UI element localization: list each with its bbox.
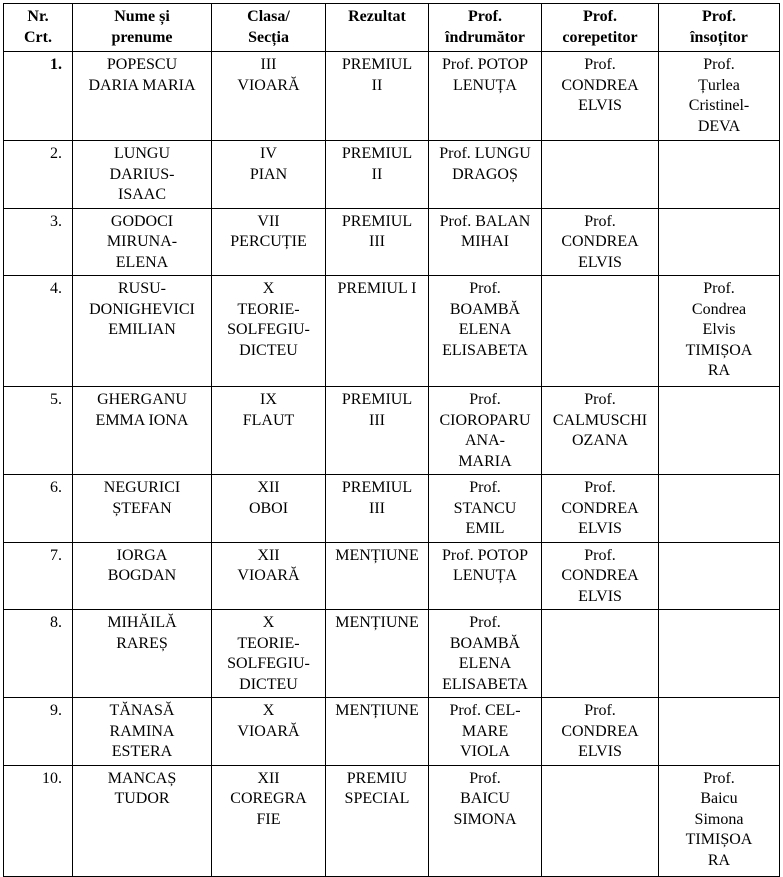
cell-line: LENUȚA — [453, 76, 517, 94]
cell-line: VIOARĂ — [237, 567, 300, 584]
escort-cell — [659, 387, 780, 475]
student-name-cell — [73, 765, 212, 876]
cell-line: DEVA — [697, 117, 741, 135]
escort-header — [659, 4, 780, 52]
cell-line: Prof. LUNGU — [439, 145, 531, 162]
class-section-cell — [212, 141, 326, 209]
cell-line: Prof. POTOP — [442, 56, 528, 73]
cell-line: DONIGHEVICI — [89, 300, 195, 318]
cell-line: ȘTEFAN — [112, 499, 172, 517]
cell-line: BOAMBĂ — [449, 300, 521, 318]
teacher-cell — [429, 542, 542, 610]
class-section-cell — [212, 52, 326, 141]
cell-line: III — [369, 499, 385, 517]
escort-cell — [659, 52, 780, 141]
result-cell — [326, 610, 429, 698]
accompanist-cell — [542, 208, 659, 276]
accompanist-cell — [542, 141, 659, 209]
cell-line: X — [262, 280, 275, 297]
table-row — [4, 698, 780, 766]
escort-cell — [659, 208, 780, 276]
accompanist-cell — [542, 52, 659, 141]
cell-line: ELENA — [115, 253, 169, 271]
cell-line: VIOARĂ — [237, 76, 300, 94]
cell-line: TĂNASĂ — [109, 702, 175, 719]
table-body — [4, 52, 780, 877]
cell-line: RUSU- — [117, 280, 166, 297]
table-header-row — [4, 4, 780, 52]
cell-line: Prof. — [584, 212, 616, 230]
cell-line: PERCUȚIE — [230, 233, 307, 250]
cell-line: LUNGU — [114, 145, 170, 162]
teacher-cell — [429, 475, 542, 543]
cell-line: EMMA IONA — [95, 411, 189, 429]
class-section-cell — [212, 542, 326, 610]
cell-line: PIAN — [249, 165, 288, 183]
cell-line: Prof. POTOP — [442, 546, 528, 564]
cell-line: MENȚIUNE — [335, 702, 419, 719]
cell-line: Prof. BALAN — [439, 212, 531, 230]
cell-line: NEGURICI — [103, 479, 181, 496]
cell-line: MENȚIUNE — [335, 614, 419, 631]
cell-line: PREMIUL — [341, 212, 413, 230]
cell-line: Prof. — [469, 391, 501, 408]
student-name-cell — [73, 208, 212, 276]
result-cell — [326, 387, 429, 475]
cell-line: POPESCU — [106, 56, 178, 73]
row-number-cell: 9. — [4, 698, 73, 766]
cell-line: Elvis — [702, 321, 736, 338]
teacher-cell — [429, 610, 542, 698]
cell-line: SOLFEGIU- — [227, 321, 310, 338]
cell-line: CIOROPARU — [439, 411, 531, 429]
cell-line: MANCAȘ — [107, 769, 177, 787]
table-row — [4, 276, 780, 387]
cell-line: FIE — [256, 810, 281, 828]
escort-cell — [659, 765, 780, 876]
result-cell — [326, 276, 429, 387]
header-line: însoțitor — [690, 28, 748, 46]
cell-line: SPECIAL — [344, 790, 410, 807]
cell-line: XII — [257, 546, 280, 564]
cell-line: RA — [707, 362, 731, 379]
cell-line: LENUȚA — [453, 567, 517, 584]
cell-line: COREGRA — [230, 790, 307, 807]
row-number-cell: 2. — [4, 141, 73, 209]
cell-line: IV — [260, 145, 277, 162]
header-line: Nr. — [27, 8, 49, 25]
cell-line: XII — [257, 769, 280, 787]
class-section-cell — [212, 698, 326, 766]
table-row — [4, 542, 780, 610]
escort-cell — [659, 610, 780, 698]
accompanist-cell — [542, 387, 659, 475]
cell-line: TEORIE- — [237, 300, 300, 318]
cell-line: ANA- — [465, 432, 505, 449]
accompanist-cell — [542, 765, 659, 876]
cell-line: MIHAI — [461, 233, 509, 250]
cell-line: ELISABETA — [442, 341, 528, 359]
cell-line: Prof. — [584, 702, 616, 719]
cell-line: CALMUSCHI — [552, 411, 648, 429]
class-section-cell — [212, 208, 326, 276]
cell-line: FLAUT — [242, 411, 295, 429]
table-row — [4, 208, 780, 276]
cell-line: Prof. — [703, 280, 735, 297]
cell-line: Prof. — [584, 546, 616, 564]
teacher-cell — [429, 276, 542, 387]
cell-line: XII — [257, 479, 280, 496]
row-number-cell: 10. — [4, 765, 73, 876]
cell-line: DICTEU — [239, 675, 298, 693]
cell-line: VIOLA — [460, 743, 510, 760]
cell-line: BOGDAN — [107, 567, 177, 584]
cell-line: III — [369, 411, 385, 429]
cell-line: CONDREA — [561, 499, 639, 517]
cell-line: Baicu — [700, 790, 738, 807]
cell-line: III — [369, 233, 385, 250]
cell-line: STANCU — [453, 499, 517, 517]
row-number-cell: 6. — [4, 475, 73, 543]
cell-line: Prof. — [584, 391, 616, 408]
cell-line: CONDREA — [561, 233, 639, 250]
cell-line: Prof. — [469, 479, 501, 496]
table-row — [4, 387, 780, 475]
escort-cell — [659, 276, 780, 387]
student-name-cell — [73, 698, 212, 766]
result-cell — [326, 141, 429, 209]
cell-line: EMIL — [465, 520, 505, 537]
teacher-cell — [429, 52, 542, 141]
cell-line: TEORIE- — [237, 634, 300, 652]
cell-line: TUDOR — [114, 790, 170, 807]
teacher-cell — [429, 387, 542, 475]
teacher-cell — [429, 698, 542, 766]
cell-line: GHERGANU — [97, 391, 187, 408]
cell-line: ELVIS — [578, 253, 622, 271]
header-line: corepetitor — [562, 28, 638, 46]
cell-line: PREMIUL — [341, 145, 413, 162]
teacher-cell — [429, 141, 542, 209]
cell-line: Țurlea — [698, 76, 740, 94]
cell-line: GODOCI — [110, 212, 174, 230]
class-section-cell — [212, 276, 326, 387]
accompanist-cell — [542, 610, 659, 698]
header-line: Crt. — [24, 28, 52, 46]
result-cell — [326, 542, 429, 610]
cell-line: IORGA — [116, 546, 168, 564]
result-cell — [326, 475, 429, 543]
student-name-cell — [73, 141, 212, 209]
header-line: îndrumător — [445, 28, 525, 46]
cell-line: CONDREA — [561, 76, 639, 94]
cell-line: ELENA — [458, 321, 512, 338]
teacher-header — [429, 4, 542, 52]
name-header — [73, 4, 212, 52]
cell-line: ISAAC — [117, 186, 166, 203]
header-line: Nume și — [114, 8, 170, 25]
cell-line: II — [371, 76, 383, 94]
cell-line: PREMIUL I — [337, 280, 417, 297]
cell-line: Prof. — [469, 280, 501, 297]
results-table — [3, 3, 780, 877]
accompanist-cell — [542, 698, 659, 766]
accompanist-cell — [542, 475, 659, 543]
cell-line: ELVIS — [578, 520, 622, 537]
student-name-cell — [73, 542, 212, 610]
accompanist-cell — [542, 542, 659, 610]
result-cell — [326, 208, 429, 276]
header-line: Rezultat — [348, 8, 406, 25]
cell-line: PREMIUL — [341, 479, 413, 496]
cell-line: Cristinel- — [688, 97, 750, 114]
student-name-cell — [73, 52, 212, 141]
cell-line: Prof. — [469, 769, 501, 787]
cell-line: VIOARĂ — [237, 722, 300, 740]
table-row — [4, 141, 780, 209]
escort-cell — [659, 475, 780, 543]
cell-line: CONDREA — [561, 722, 639, 740]
cell-line: MIRUNA- — [106, 233, 178, 250]
header-line: Prof. — [468, 8, 502, 25]
teacher-cell — [429, 765, 542, 876]
teacher-cell — [429, 208, 542, 276]
result-cell — [326, 698, 429, 766]
cell-line: II — [371, 165, 383, 183]
cell-line: DRAGOȘ — [452, 165, 518, 183]
result-header — [326, 4, 429, 52]
cell-line: X — [262, 614, 275, 631]
header-line: Prof. — [702, 8, 736, 25]
cell-line: MARIA — [458, 452, 512, 470]
cell-line: MARE — [461, 722, 509, 740]
cell-line: DARIA MARIA — [88, 76, 196, 94]
row-number-cell: 7. — [4, 542, 73, 610]
class-section-cell — [212, 765, 326, 876]
cell-line: Prof. — [703, 769, 735, 787]
nr-header — [4, 4, 73, 52]
class-section-cell — [212, 387, 326, 475]
escort-cell — [659, 698, 780, 766]
student-name-cell — [73, 610, 212, 698]
header-line: Clasa/ — [247, 8, 290, 25]
result-cell — [326, 765, 429, 876]
class-header — [212, 4, 326, 52]
cell-line: PREMIU — [346, 769, 408, 787]
header-line: prenume — [111, 28, 173, 46]
cell-line: ELVIS — [578, 97, 622, 114]
student-name-cell — [73, 475, 212, 543]
row-number-cell: 1. — [4, 52, 73, 141]
result-cell — [326, 52, 429, 141]
cell-line: SOLFEGIU- — [227, 655, 310, 672]
cell-line: Prof. — [469, 614, 501, 631]
cell-line: ELISABETA — [442, 675, 528, 693]
cell-line: III — [260, 56, 277, 73]
table-row — [4, 52, 780, 141]
row-number-cell: 4. — [4, 276, 73, 387]
row-number-cell: 8. — [4, 610, 73, 698]
cell-line: RAREȘ — [116, 634, 168, 652]
table-row — [4, 765, 780, 876]
cell-line: Prof. — [703, 56, 735, 73]
cell-line: VII — [257, 212, 280, 230]
header-line: Prof. — [583, 8, 617, 25]
cell-line: Prof. CEL- — [449, 702, 521, 719]
cell-line: Condrea — [691, 300, 747, 318]
cell-line: SIMONA — [453, 810, 517, 828]
cell-line: OZANA — [572, 432, 628, 449]
row-number-cell: 3. — [4, 208, 73, 276]
escort-cell — [659, 542, 780, 610]
table-row — [4, 475, 780, 543]
cell-line: IX — [260, 391, 277, 408]
class-section-cell — [212, 610, 326, 698]
student-name-cell — [73, 387, 212, 475]
cell-line: TIMIȘOA — [685, 341, 753, 359]
cell-line: RA — [707, 851, 731, 869]
accompanist-cell — [542, 276, 659, 387]
cell-line: ELVIS — [578, 743, 622, 760]
accompanist-header — [542, 4, 659, 52]
cell-line: DARIUS- — [109, 165, 175, 183]
cell-line: CONDREA — [561, 567, 639, 584]
escort-cell — [659, 141, 780, 209]
table-row — [4, 610, 780, 698]
cell-line: Simona — [694, 810, 744, 828]
cell-line: ELENA — [458, 655, 512, 672]
cell-line: RAMINA — [109, 722, 175, 740]
cell-line: OBOI — [248, 499, 289, 517]
cell-line: PREMIUL — [341, 391, 413, 408]
cell-line: X — [262, 702, 275, 719]
cell-line: MENȚIUNE — [335, 546, 419, 564]
cell-line: DICTEU — [239, 341, 298, 359]
cell-line: BOAMBĂ — [449, 634, 521, 652]
cell-line: BAICU — [460, 790, 510, 807]
class-section-cell — [212, 475, 326, 543]
row-number-cell: 5. — [4, 387, 73, 475]
header-line: Secția — [248, 28, 289, 46]
student-name-cell — [73, 276, 212, 387]
cell-line: ESTERA — [111, 743, 173, 760]
cell-line: MIHĂILĂ — [107, 614, 177, 631]
cell-line: PREMIUL — [341, 56, 413, 73]
cell-line: ELVIS — [578, 587, 622, 605]
cell-line: Prof. — [584, 479, 616, 496]
cell-line: TIMIȘOA — [685, 831, 753, 848]
cell-line: Prof. — [584, 56, 616, 73]
cell-line: EMILIAN — [108, 321, 176, 338]
